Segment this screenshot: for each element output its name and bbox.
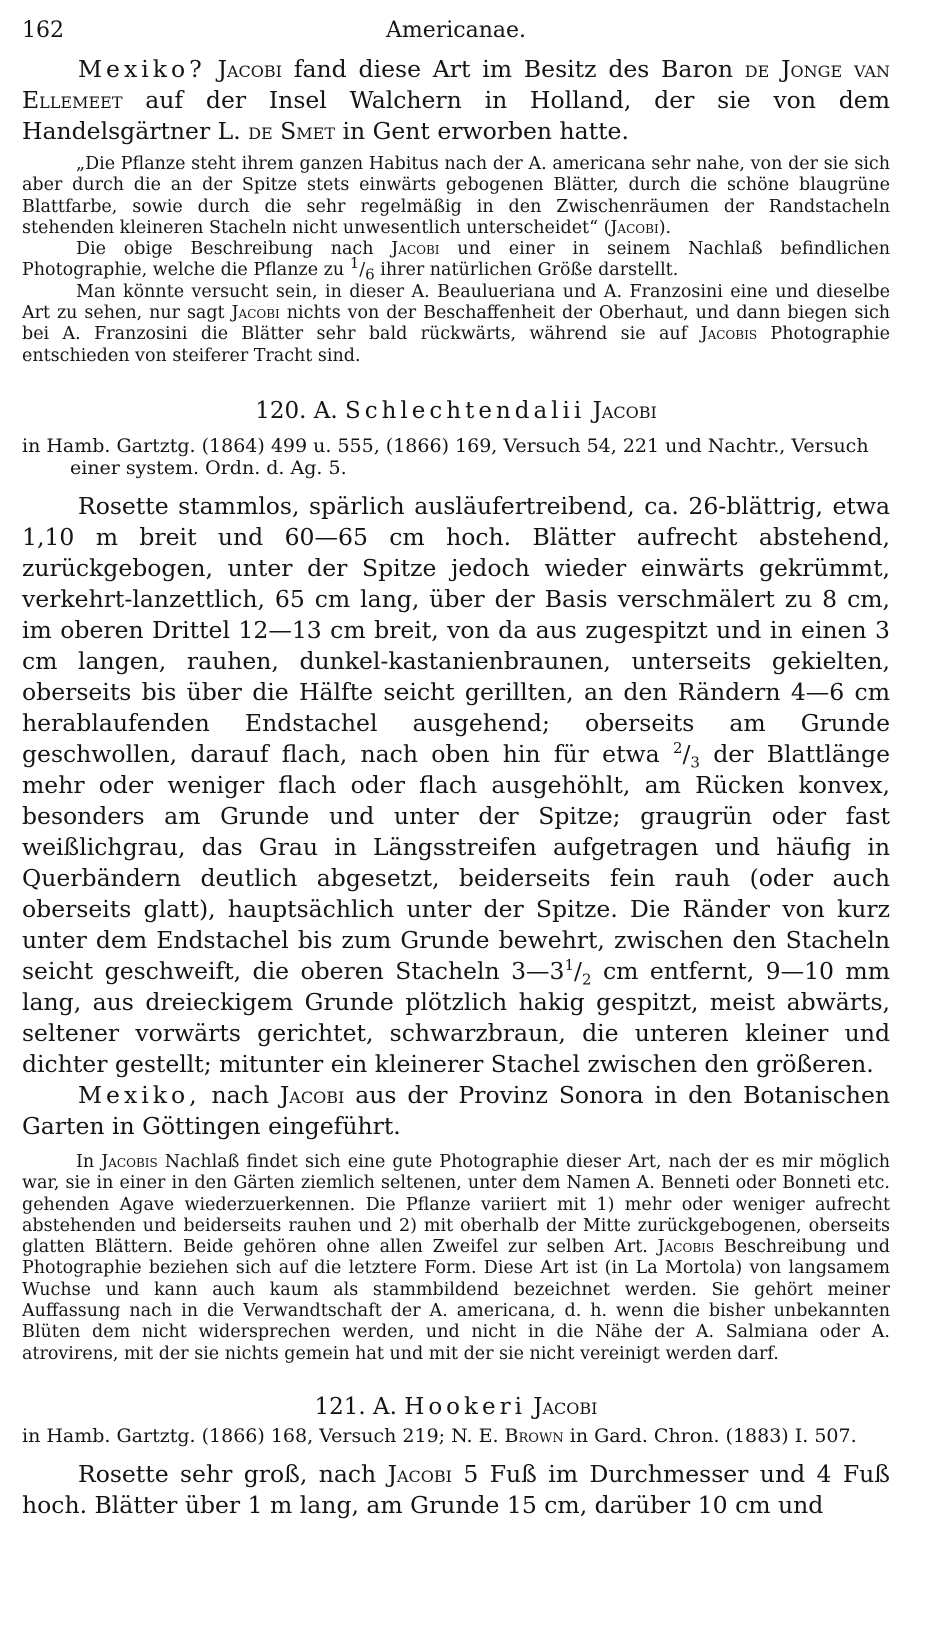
note-description-source: Die obige Beschreibung nach Jacobi und einer in seinem Nachlaß befindlichen Photographie, welche die Pflanze zu 1/6 ihrer natürlichen Größe darstellt.: [22, 239, 890, 284]
author-name: Brown: [504, 1424, 564, 1447]
author-name: Jacobis: [700, 324, 758, 345]
place-name: Mexiko,: [78, 1080, 201, 1109]
running-title: Americanae.: [385, 18, 527, 43]
species-epithet: Hookeri: [404, 1393, 526, 1420]
note-quote: „Die Pflanze steht ihrem ganzen Habitus nach der A. americana sehr nahe, von der sie sich aber durch die an der Spitze stets einwärts gebogenen Blätter, durch die schöne blaugrüne Blattfarbe, sowie durch die sehr regelmäßig in den Zwischenräumen der Randstacheln stehenden kleineren Stacheln nicht unwesentlich unterscheidet“ (Jacobi).: [22, 154, 890, 238]
author-name: Jacobi: [610, 217, 659, 238]
locality-120: Mexiko, nach Jacobi aus der Provinz Sonora in den Botanischen Garten in Göttingen eingeführt.: [22, 1080, 890, 1140]
author-name: Jacobi: [391, 239, 440, 260]
description-121: Rosette sehr groß, nach Jacobi 5 Fuß im Durchmesser und 4 Fuß hoch. Blätter über 1 m lang, am Grunde 15 cm, darüber 10 cm und: [22, 1459, 890, 1519]
page-header: [22, 14, 890, 54]
author-name: Jacobi: [387, 1459, 452, 1488]
person-name: de Jonge van Ellemeet: [22, 55, 890, 114]
author-name: Jacobis: [657, 1237, 715, 1258]
citation-120: in Hamb. Gartztg. (1864) 499 u. 555, (1866) 169, Versuch 54, 221 und Nachtr., Versuch einer system. Ordn. d. Ag. 5.: [22, 434, 869, 479]
person-name: de Smet: [248, 117, 335, 145]
page-number: 162: [22, 18, 64, 43]
place-name: Mexiko?: [78, 55, 206, 83]
species-epithet: Schlechtendalii: [344, 397, 586, 424]
author-name: Jacobis: [101, 1151, 158, 1172]
description-120: Rosette stammlos, spärlich ausläufertreibend, ca. 26-blättrig, etwa 1,10 m breit und 60—65 cm hoch. Blätter aufrecht abstehend, zurückgebogen, unter der Spitze jedoch wieder einwärts gekrümmt, verkehrt-lanzettlich, 65 cm lang, über der Basis verschmälert zu 8 cm, im oberen Drittel 12—13 cm breit, von da aus zugespitzt und in einen 3 cm langen, rauhen, dunkel-kastanienbraunen, unterseits gekielten, oberseits bis über die Hälfte seicht gerillten, an den Rändern 4—6 cm herablaufenden Endstachel ausgehend; oberseits am Grunde geschwollen, darauf flach, nach oben hin für etwa $^2/_3$ der Blattlänge mehr oder weniger flach oder flach ausgehöhlt, am Rücken konvex, besonders am Grunde und unter der Spitze; graugrün oder fast weißlichgrau, das Grau in Längsstreifen aufgetragen und häufig in Querbändern deutlich abgesetzt, beiderseits fein rauh (oder auch oberseits glatt), hauptsächlich unter der Spitze. Die Ränder von kurz unter dem Endstachel bis zum Grunde bewehrt, zwischen den Stacheln seicht geschweift, die oberen Stacheln $3—3^1/_2$ cm entfernt, 9—10 mm lang, aus dreieckigem Grunde plötzlich hakig gespitzt, meist abwärts, seltener vorwärts gerichtet, schwarzbraun, die unteren kleiner und dichter gestellt; mitunter ein kleinerer Stachel zwischen den größeren.: [22, 491, 890, 1078]
book-page: [22, 14, 890, 1521]
author-name: Jacobi: [279, 1080, 345, 1109]
author-name: Jacobi: [231, 303, 280, 324]
note-120: In Jacobis Nachlaß findet sich eine gute Photographie dieser Art, nach der es mir möglich war, sie in einer in den Gärten ziemlich seltenen, unter dem Namen A. Benneti oder Bonneti etc. gehenden Agave wiederzuerkennen. Die Pflanze variiert mit 1) mehr oder weniger aufrecht abstehenden und beiderseits rauhen und 2) mit oberhalb der Mitte zurückgebogenen, oberseits glatten Blättern. Beide gehören ohne allen Zweifel zur selben Art. Jacobis Beschreibung und Photographie beziehen sich auf die letztere Form. Diese Art ist (in La Mortola) von langsamem Wuchse und kann auch kaum als stammbildend bezeichnet werden. Sie gehört meiner Auffassung nach in die Verwandtschaft der A. americana, d. h. wenn die bisher unbekannten Blüten dem nicht widersprechen werden, und nicht in die Nähe der A. Salmiana oder A. atrovirens, mit der sie nichts gemein hat und mit der sie nicht vereinigt werden darf.: [22, 1151, 890, 1364]
species-heading-121: 121. A. Hookeri Jacobi: [314, 1393, 598, 1420]
note-comparison: Man könnte versucht sein, in dieser A. Beaulueriana und A. Franzosini eine und dieselbe Art zu sehen, nur sagt Jacobi nichts von der Beschaffenheit der Oberhaut, und dann biegen sich bei A. Franzosini die Blätter sehr bald rückwärts, während sie auf Jacobis Photographie entschieden von steiferer Tracht sind.: [22, 281, 891, 366]
paragraph-mexiko: Mexiko? Jacobi fand diese Art im Besitz des Baron de Jonge van Ellemeet auf der Insel Walchern in Holland, der sie von dem Handelsgärtner L. de Smet in Gent erworben hatte.: [22, 55, 890, 145]
species-author: Jacobi: [533, 1393, 598, 1420]
author-name: Jacobi: [217, 55, 282, 83]
citation-121: in Hamb. Gartztg. (1866) 168, Versuch 219; N. E. Brown in Gard. Chron. (1883) I. 507.: [22, 1424, 857, 1447]
species-author: Jacobi: [592, 397, 657, 424]
species-heading-120: 120. A. Schlechtendalii Jacobi: [255, 397, 657, 424]
